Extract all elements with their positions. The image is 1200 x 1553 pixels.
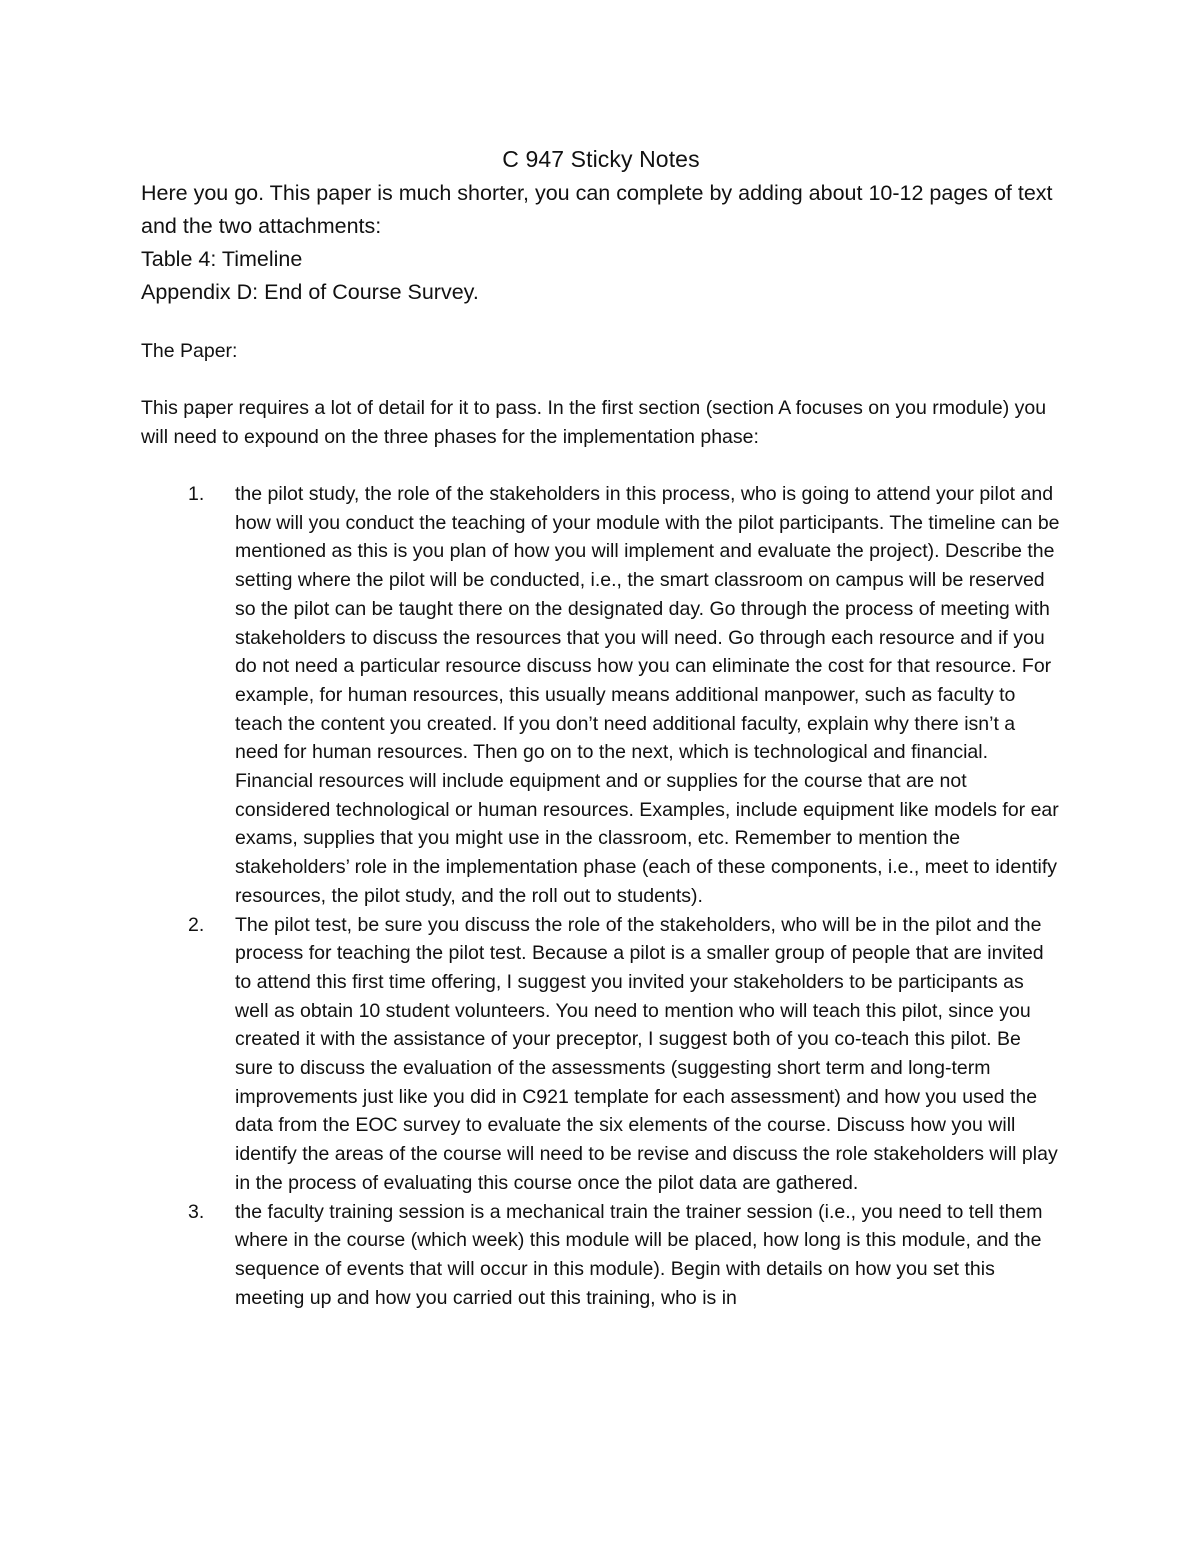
- list-item-text: The pilot test, be sure you discuss the role of the stakeholders, who will be in the pilot and the process for teaching the pilot test. Because a pilot is a smaller group of people that are invited to attend this first time offering, I suggest you invited your stakeholders to be participants as well as obtain 10 student volunteers. You need to mention who will teach this pilot, since you created it with the assistance of your preceptor, I suggest both of you co-teach this pilot. Be sure to discuss the evaluation of the assessments (suggesting short term and long-term improvements just like you did in C921 template for each assessment) and how you used the data from the EOC survey to evaluate the six elements of the course. Discuss how you will identify the areas of the course will need to be revise and discuss the role stakeholders will play in the process of evaluating this course once the pilot data are gathered.: [235, 913, 1058, 1194]
- list-item: [141, 1198, 1061, 1313]
- intro-line: Appendix D: End of Course Survey.: [141, 280, 479, 304]
- document-body: [141, 143, 1061, 1312]
- list-item-number: 3.: [188, 1200, 205, 1223]
- numbered-list: [141, 480, 1061, 1312]
- list-item: [141, 480, 1061, 911]
- intro-block: [141, 177, 1061, 309]
- list-item-number: 2.: [188, 913, 205, 936]
- section-label: The Paper:: [141, 340, 238, 362]
- intro-line: Here you go. This paper is much shorter, you can complete by adding about 10-12 pages of text and the two attachments:: [141, 181, 1053, 238]
- body-paragraph: This paper requires a lot of detail for it to pass. In the first section (section A focuses on you rmodule) you will need to expound on the three phases for the implementation phase:: [141, 397, 1047, 448]
- list-item-text: the faculty training session is a mechanical train the trainer session (i.e., you need to tell them where in the course (which week) this module will be placed, how long is this module, and the sequence of events that will occur in this module). Begin with details on how you set this meeting up and how you carried out this training, who is in: [235, 1200, 1043, 1309]
- list-item: [141, 911, 1061, 1198]
- list-item-number: 1.: [188, 483, 205, 505]
- list-item-text: the pilot study, the role of the stakeholders in this process, who is going to attend your pilot and how will you conduct the teaching of your module with the pilot participants. The timeline can be mentioned as this is you plan of how you will implement and evaluate the project). Describe the setting where the pilot will be conducted, i.e., the smart classroom on campus will be reserved so the pilot can be taught there on the designated day. Go through the process of meeting with stakeholders to discuss the resources that you will need. Go through each resource and if you do not need a particular resource discuss how you can eliminate the cost for that resource. For example, for human resources, this usually means additional manpower, such as faculty to teach the content you created. If you don’t need additional faculty, explain why there isn’t a need for human resources. Then go on to the next, which is technological and financial. Financial resources will include equipment and or supplies for the course that are not considered technological or human resources. Examples, include equipment like models for ear exams, supplies that you might use in the classroom, etc. Remember to mention the stakeholders’ role in the implementation phase (each of these components, i.e., meet to identify resources, the pilot study, and the roll out to students).: [235, 483, 1060, 907]
- intro-line: Table 4: Timeline: [141, 247, 303, 271]
- document-title: C 947 Sticky Notes: [502, 146, 700, 172]
